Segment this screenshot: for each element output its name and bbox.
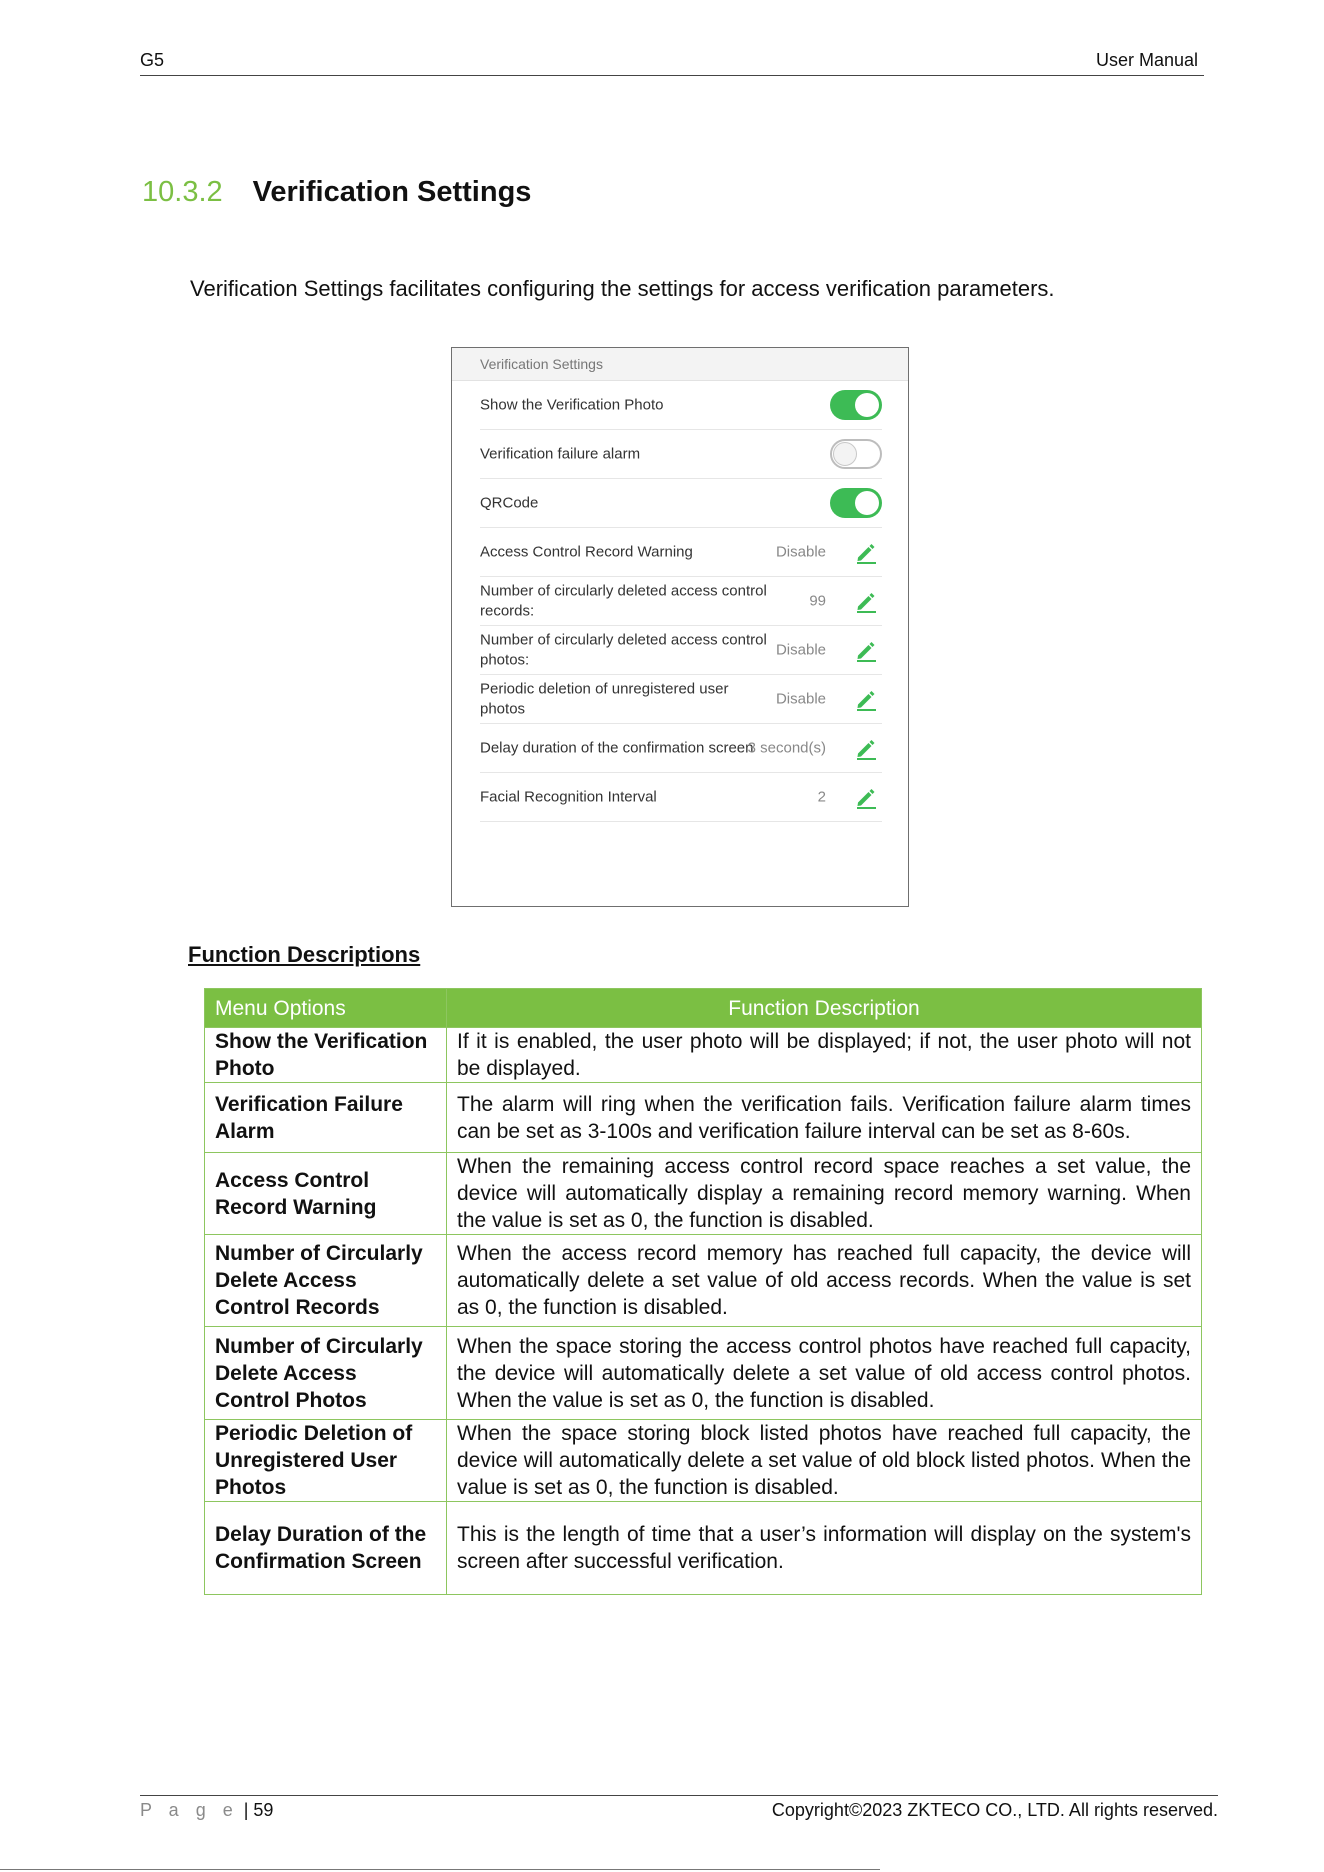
- settings-row[interactable]: [480, 430, 882, 479]
- table-row: [205, 1083, 1202, 1153]
- device-screenshot: [451, 347, 909, 907]
- section-number: 10.3.2: [142, 176, 223, 208]
- menu-option-cell: Periodic Deletion of Unregistered User Photos: [205, 1420, 447, 1502]
- settings-row[interactable]: [480, 626, 882, 675]
- settings-row[interactable]: [480, 773, 882, 822]
- menu-option-cell: Access Control Record Warning: [205, 1153, 447, 1235]
- toggle-switch[interactable]: [830, 488, 882, 518]
- table-header-row: [205, 989, 1202, 1028]
- settings-row-label: Access Control Record Warning: [480, 543, 693, 561]
- settings-row-label: QRCode: [480, 494, 539, 512]
- settings-row-value: Disable: [775, 543, 826, 561]
- table-row: [205, 1502, 1202, 1595]
- settings-row[interactable]: [480, 724, 882, 773]
- settings-row[interactable]: [480, 479, 882, 528]
- description-cell: When the access record memory has reached full capacity, the device will automatically delete a set value of old access records. When the value is set as 0, the function is disabled.: [447, 1235, 1202, 1327]
- section-heading: [142, 176, 531, 209]
- pencil-icon[interactable]: [854, 540, 878, 564]
- settings-row-label: Verification failure alarm: [480, 445, 641, 463]
- table-row: [205, 1235, 1202, 1327]
- description-cell: When the remaining access control record space reaches a set value, the device will automatically display a remaining record memory warning. When the value is set as 0, the function is disabled.: [447, 1153, 1202, 1235]
- settings-row-label: Show the Verification Photo: [480, 396, 664, 414]
- table-row: [205, 1028, 1202, 1083]
- menu-option-cell: Show the Verification Photo: [205, 1028, 447, 1083]
- settings-row-label: Number of circularly deleted access control records:: [480, 582, 767, 619]
- settings-row-value: 2: [817, 788, 826, 806]
- description-cell: If it is enabled, the user photo will be displayed; if not, the user photo will not be displayed.: [447, 1028, 1202, 1083]
- settings-row-value: Disable: [775, 690, 826, 708]
- function-table: [204, 988, 1202, 1595]
- header-doc-type: User Manual: [1095, 50, 1198, 70]
- page-number-value: | 59: [243, 1800, 274, 1820]
- description-cell: The alarm will ring when the verification fails. Verification failure alarm times can be set as 3-100s and verification failure interval can be set as 8-60s.: [447, 1083, 1202, 1153]
- settings-row[interactable]: [480, 675, 882, 724]
- menu-option-cell: Verification Failure Alarm: [205, 1083, 447, 1153]
- description-cell: When the space storing block listed photos have reached full capacity, the device will automatically delete a set value of old block listed photos. When the value is set as 0, the function is disabled.: [447, 1420, 1202, 1502]
- settings-row[interactable]: [480, 577, 882, 626]
- settings-row-label: Number of circularly deleted access control photos:: [480, 631, 767, 668]
- header-divider: [140, 75, 1204, 76]
- settings-row-value: 3 second(s): [747, 739, 826, 757]
- table-row: [205, 1327, 1202, 1420]
- header-menu-options: Menu Options: [205, 989, 447, 1028]
- settings-row-label: Periodic deletion of unregistered user photos: [480, 680, 729, 717]
- menu-option-cell: Delay Duration of the Confirmation Screen: [205, 1502, 447, 1595]
- settings-row-value: 99: [809, 592, 826, 610]
- menu-option-cell: Number of Circularly Delete Access Control Photos: [205, 1327, 447, 1420]
- settings-row-label: Facial Recognition Interval: [480, 788, 657, 806]
- header-function-description: Function Description: [447, 989, 1202, 1028]
- section-title: Verification Settings: [252, 176, 532, 208]
- intro-paragraph: Verification Settings facilitates configuring the settings for access verification parameters.: [190, 276, 1055, 301]
- toggle-switch[interactable]: [830, 439, 882, 469]
- pencil-icon[interactable]: [854, 736, 878, 760]
- pencil-icon[interactable]: [854, 687, 878, 711]
- page-number: [140, 1800, 273, 1821]
- settings-row-value: Disable: [775, 641, 826, 659]
- table-row: [205, 1420, 1202, 1502]
- footer-divider: [140, 1795, 1218, 1796]
- description-cell: This is the length of time that a user’s information will display on the system's screen after successful verification.: [447, 1502, 1202, 1595]
- pencil-icon[interactable]: [854, 638, 878, 662]
- settings-row-label: Delay duration of the confirmation screen: [480, 739, 754, 757]
- toggle-switch[interactable]: [830, 390, 882, 420]
- screenshot-title: Verification Settings: [452, 348, 908, 381]
- description-cell: When the space storing the access control photos have reached full capacity, the device will automatically delete a set value of old access control photos. When the value is set as 0, the function is disabled.: [447, 1327, 1202, 1420]
- bottom-rule: [0, 1869, 880, 1870]
- pencil-icon[interactable]: [854, 589, 878, 613]
- table-row: [205, 1153, 1202, 1235]
- toggle-knob: [855, 393, 879, 417]
- copyright: Copyright©2023 ZKTECO CO., LTD. All rights reserved.: [771, 1800, 1218, 1820]
- header-product: G5: [140, 50, 165, 70]
- settings-row[interactable]: [480, 381, 882, 430]
- toggle-knob: [855, 491, 879, 515]
- function-descriptions-title: Function Descriptions: [188, 942, 421, 967]
- toggle-knob: [833, 442, 857, 466]
- menu-option-cell: Number of Circularly Delete Access Control Records: [205, 1235, 447, 1327]
- pencil-icon[interactable]: [854, 785, 878, 809]
- settings-row[interactable]: [480, 528, 882, 577]
- page-label: P a g e: [140, 1800, 239, 1820]
